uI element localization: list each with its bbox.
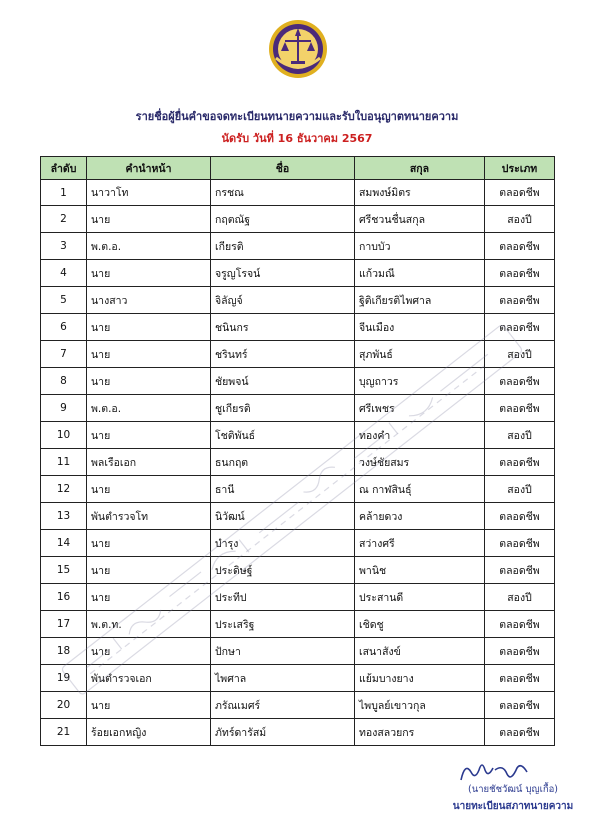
cell-last-name: ศรีเพชร — [355, 395, 485, 422]
cell-prefix: นาย — [87, 206, 211, 233]
cell-prefix: นาย — [87, 638, 211, 665]
cell-type: สองปี — [485, 206, 555, 233]
cell-prefix: พ.ต.ท. — [87, 611, 211, 638]
cell-first-name: จรูญโรจน์ — [211, 260, 355, 287]
cell-last-name: เสนาสังข์ — [355, 638, 485, 665]
cell-order: 20 — [41, 692, 87, 719]
table-row — [41, 503, 555, 530]
cell-order: 11 — [41, 449, 87, 476]
registrar-name: (นายชัชวัฒน์ บุญเกื้อ) — [468, 784, 558, 795]
cell-type: ตลอดชีพ — [485, 692, 555, 719]
cell-order: 19 — [41, 665, 87, 692]
cell-type: สองปี — [485, 341, 555, 368]
cell-last-name: สมพงษ์มิตร — [355, 180, 485, 206]
cell-last-name: คล้ายดวง — [355, 503, 485, 530]
table-row — [41, 611, 555, 638]
cell-first-name: ธนกฤต — [211, 449, 355, 476]
registrar-title: นายทะเบียนสภาทนายความ — [452, 801, 574, 812]
cell-first-name: ชนินกร — [211, 314, 355, 341]
cell-prefix: พันตำรวจเอก — [87, 665, 211, 692]
column-header-order: ลำดับ — [41, 157, 87, 180]
cell-last-name: เชิดชู — [355, 611, 485, 638]
cell-first-name: ชัยพจน์ — [211, 368, 355, 395]
cell-order: 2 — [41, 206, 87, 233]
cell-first-name: นิวัฒน์ — [211, 503, 355, 530]
cell-type: ตลอดชีพ — [485, 314, 555, 341]
lawyers-council-seal — [268, 18, 328, 80]
table-row — [41, 584, 555, 611]
table-row — [41, 341, 555, 368]
cell-first-name: ชรินทร์ — [211, 341, 355, 368]
column-header-last-name: สกุล — [355, 157, 485, 180]
cell-first-name: ประเสริฐ — [211, 611, 355, 638]
table-row — [41, 476, 555, 503]
table-row — [41, 287, 555, 314]
cell-type: ตลอดชีพ — [485, 638, 555, 665]
cell-first-name: ภรัณเมศร์ — [211, 692, 355, 719]
cell-last-name: จีนเมือง — [355, 314, 485, 341]
cell-last-name: สุภพันธ์ — [355, 341, 485, 368]
cell-order: 18 — [41, 638, 87, 665]
cell-first-name: บำรุง — [211, 530, 355, 557]
cell-prefix: นาย — [87, 314, 211, 341]
table-row — [41, 180, 555, 206]
cell-order: 7 — [41, 341, 87, 368]
cell-type: ตลอดชีพ — [485, 665, 555, 692]
table-row — [41, 692, 555, 719]
cell-prefix: นาย — [87, 476, 211, 503]
cell-prefix: นาย — [87, 557, 211, 584]
cell-order: 15 — [41, 557, 87, 584]
cell-prefix: นาย — [87, 530, 211, 557]
cell-last-name: ฐิติเกียรติไพศาล — [355, 287, 485, 314]
cell-prefix: พ.ต.อ. — [87, 395, 211, 422]
cell-order: 10 — [41, 422, 87, 449]
cell-last-name: แย้มบางยาง — [355, 665, 485, 692]
cell-type: ตลอดชีพ — [485, 180, 555, 206]
table-row — [41, 368, 555, 395]
cell-prefix: ร้อยเอกหญิง — [87, 719, 211, 746]
cell-type: ตลอดชีพ — [485, 503, 555, 530]
table-row — [41, 395, 555, 422]
cell-order: 16 — [41, 584, 87, 611]
table-row — [41, 314, 555, 341]
column-header-type: ประเภท — [485, 157, 555, 180]
cell-type: ตลอดชีพ — [485, 719, 555, 746]
cell-last-name: ทองสลวยกร — [355, 719, 485, 746]
cell-type: ตลอดชีพ — [485, 530, 555, 557]
cell-first-name: ประทีป — [211, 584, 355, 611]
cell-last-name: บุญถาวร — [355, 368, 485, 395]
table-row — [41, 638, 555, 665]
cell-first-name: ภัทร์ดารัสม์ — [211, 719, 355, 746]
table-header-row — [41, 157, 555, 180]
cell-order: 5 — [41, 287, 87, 314]
cell-last-name: แก้วมณี — [355, 260, 485, 287]
cell-order: 14 — [41, 530, 87, 557]
cell-prefix: พันตำรวจโท — [87, 503, 211, 530]
cell-type: ตลอดชีพ — [485, 395, 555, 422]
cell-prefix: นาย — [87, 422, 211, 449]
cell-prefix: นาวาโท — [87, 180, 211, 206]
cell-prefix: พลเรือเอก — [87, 449, 211, 476]
appointment-date: นัดรับ วันที่ 16 ธันวาคม 2567 — [221, 132, 373, 145]
cell-order: 13 — [41, 503, 87, 530]
document-title: รายชื่อผู้ยื่นคำขอจดทะเบียนทนายความและรับใบอนุญาตทนายความ — [135, 110, 459, 123]
table-row — [41, 422, 555, 449]
cell-order: 1 — [41, 180, 87, 206]
cell-first-name: ธานี — [211, 476, 355, 503]
cell-prefix: พ.ต.อ. — [87, 233, 211, 260]
cell-last-name: ไพบูลย์เขาวกุล — [355, 692, 485, 719]
cell-order: 6 — [41, 314, 87, 341]
cell-last-name: กาบบัว — [355, 233, 485, 260]
column-header-prefix: คำนำหน้า — [87, 157, 211, 180]
cell-type: ตลอดชีพ — [485, 260, 555, 287]
column-header-first-name: ชื่อ — [211, 157, 355, 180]
cell-last-name: วงษ์ชัยสมร — [355, 449, 485, 476]
applicant-table — [40, 156, 555, 746]
cell-last-name: สว่างศรี — [355, 530, 485, 557]
cell-prefix: นาย — [87, 260, 211, 287]
cell-type: ตลอดชีพ — [485, 287, 555, 314]
table-row — [41, 449, 555, 476]
cell-order: 9 — [41, 395, 87, 422]
cell-first-name: ชูเกียรติ — [211, 395, 355, 422]
cell-prefix: นาย — [87, 584, 211, 611]
table-row — [41, 557, 555, 584]
table-row — [41, 530, 555, 557]
cell-type: ตลอดชีพ — [485, 368, 555, 395]
cell-type: ตลอดชีพ — [485, 611, 555, 638]
cell-order: 17 — [41, 611, 87, 638]
cell-first-name: เกียรติ — [211, 233, 355, 260]
cell-order: 21 — [41, 719, 87, 746]
cell-first-name: กรชณ — [211, 180, 355, 206]
cell-order: 12 — [41, 476, 87, 503]
cell-type: สองปี — [485, 584, 555, 611]
cell-first-name: โชติพันธ์ — [211, 422, 355, 449]
cell-last-name: ทองคำ — [355, 422, 485, 449]
cell-order: 8 — [41, 368, 87, 395]
table-row — [41, 665, 555, 692]
cell-type: ตลอดชีพ — [485, 233, 555, 260]
cell-last-name: พานิช — [355, 557, 485, 584]
table-row — [41, 206, 555, 233]
cell-first-name: ปักษา — [211, 638, 355, 665]
cell-last-name: ณ กาฬสินธุ์ — [355, 476, 485, 503]
cell-type: สองปี — [485, 476, 555, 503]
table-row — [41, 233, 555, 260]
cell-type: ตลอดชีพ — [485, 449, 555, 476]
cell-last-name: ประสานดี — [355, 584, 485, 611]
cell-order: 4 — [41, 260, 87, 287]
cell-type: ตลอดชีพ — [485, 557, 555, 584]
table-row — [41, 260, 555, 287]
cell-first-name: จิลัญจ์ — [211, 287, 355, 314]
cell-last-name: ศรีชวนชื่นสกุล — [355, 206, 485, 233]
cell-first-name: ไพศาล — [211, 665, 355, 692]
cell-prefix: นางสาว — [87, 287, 211, 314]
cell-prefix: นาย — [87, 368, 211, 395]
cell-order: 3 — [41, 233, 87, 260]
table-row — [41, 719, 555, 746]
cell-prefix: นาย — [87, 692, 211, 719]
cell-prefix: นาย — [87, 341, 211, 368]
cell-type: สองปี — [485, 422, 555, 449]
cell-first-name: กฤตณัฐ — [211, 206, 355, 233]
cell-first-name: ประดิษฐ์ — [211, 557, 355, 584]
